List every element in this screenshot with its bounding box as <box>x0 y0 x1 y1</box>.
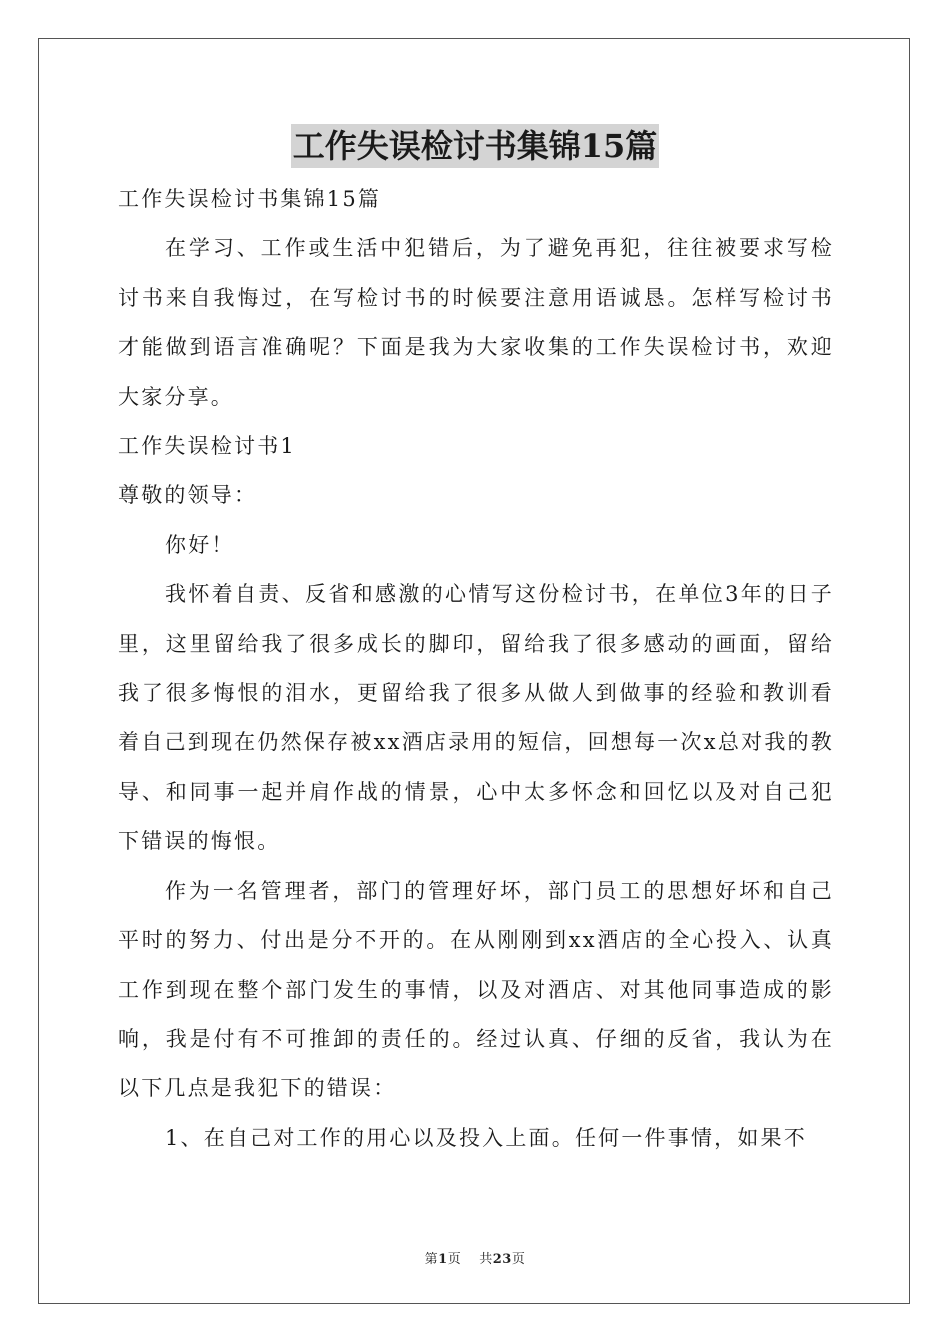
total-suffix: 页 <box>511 1252 526 1267</box>
intro-paragraph: 在学习、工作或生活中犯错后，为了避免再犯，往往被要求写检讨书来自我悔过，在写检讨书的时候要注意用语诚恳。怎样写检讨书才能做到语言准确呢？下面是我为大家收集的工作失误检讨书，欢迎大家分享。 <box>118 236 834 409</box>
page-suffix: 页 <box>447 1252 462 1267</box>
body-paragraph-3: 1、在自己对工作的用心以及投入上面。任何一件事情，如果不 <box>165 1125 807 1150</box>
body-paragraph-1: 我怀着自责、反省和感激的心情写这份检讨书，在单位3年的日子里，这里留给我了很多成长的脚印，留给我了很多感动的画面，留给我了很多悔恨的泪水，更留给我了很多从做人到做事的经验和教训看着自己到现在仍然保存被xx酒店录用的短信，回想每一次x总对我的教导、和同事一起并肩作战的情景，心中太多怀念和回忆以及对自己犯下错误的悔恨。 <box>118 582 834 854</box>
subtitle-line: 工作失误检讨书集锦15篇 <box>118 187 382 211</box>
page-prefix: 第 <box>424 1252 439 1267</box>
document-body <box>118 175 834 1163</box>
title-container <box>0 124 950 168</box>
greeting: 你好！ <box>165 532 235 557</box>
total-pages: 23 <box>492 1252 512 1267</box>
document-title: 工作失误检讨书集锦15篇 <box>291 124 660 168</box>
section-heading: 工作失误检讨书1 <box>118 434 296 459</box>
body-paragraph-2: 作为一名管理者，部门的管理好坏，部门员工的思想好坏和自己平时的努力、付出是分不开的。在从刚刚到xx酒店的全心投入、认真工作到现在整个部门发生的事情，以及对酒店、对其他同事造成的影响，我是付有不可推卸的责任的。经过认真、仔细的反省，我认为在以下几点是我犯下的错误： <box>118 878 834 1101</box>
page-number: 1 <box>438 1252 448 1267</box>
salutation: 尊敬的领导： <box>118 483 258 508</box>
page-footer <box>0 1248 950 1267</box>
total-prefix: 共 <box>479 1252 493 1267</box>
